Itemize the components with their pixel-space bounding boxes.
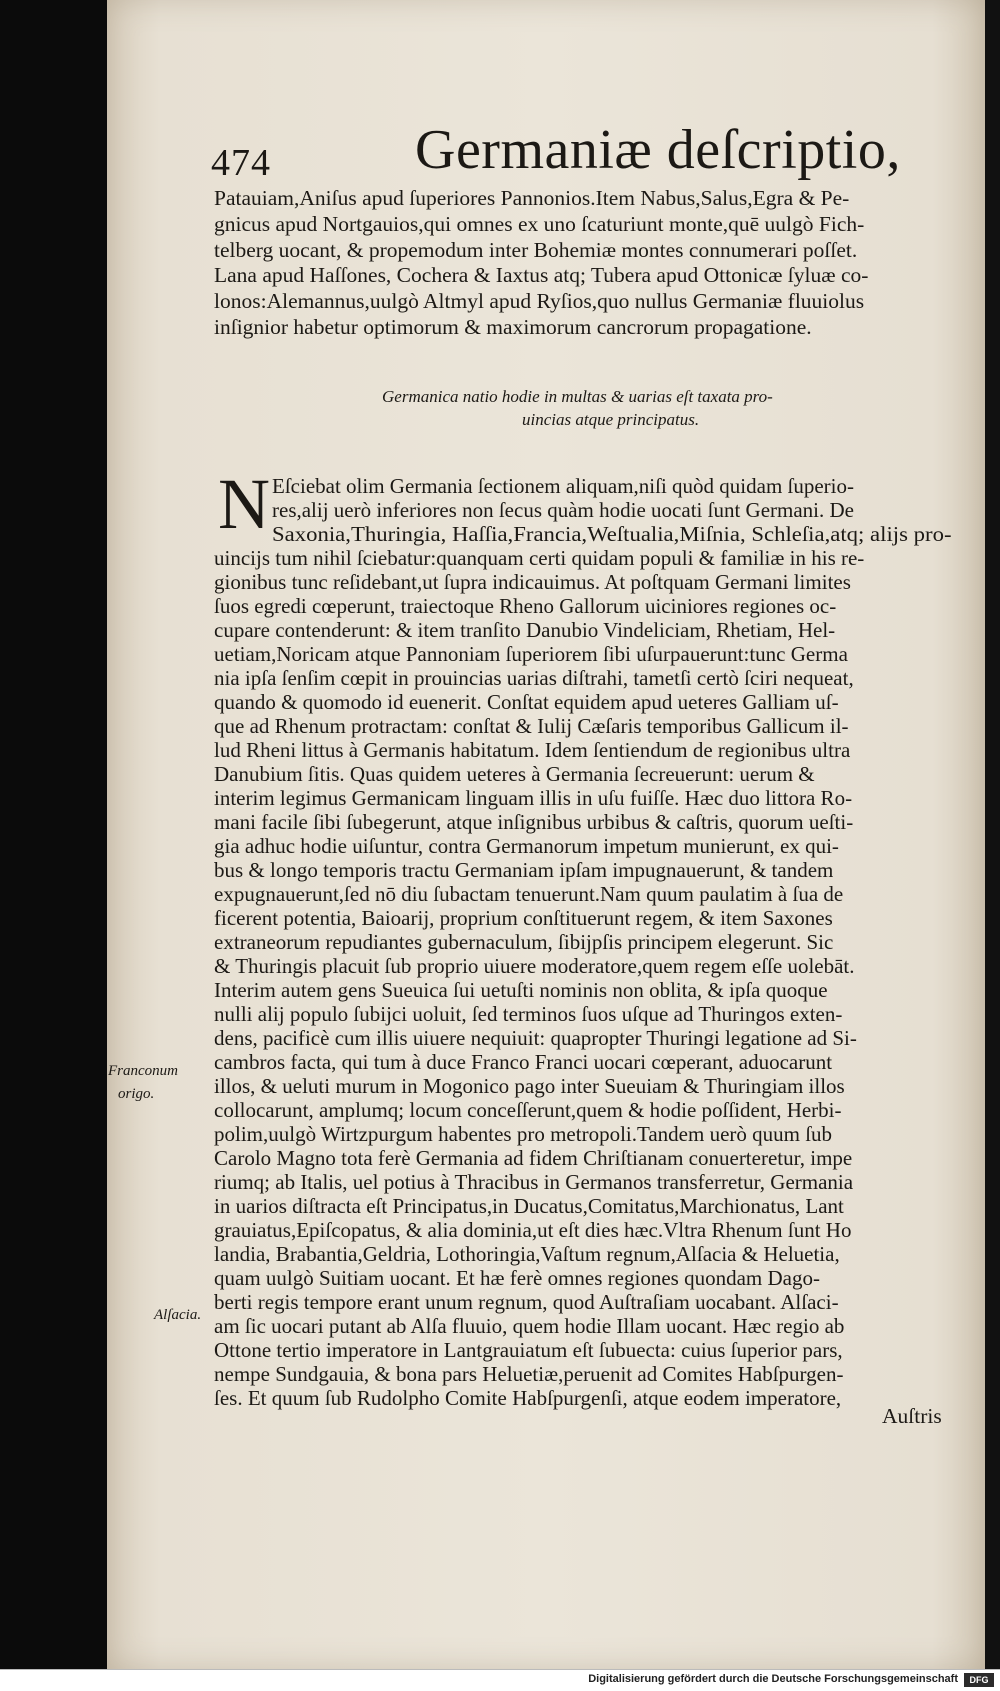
body-line: quam uulgò Suitiam uocant. Et hæ ferè omnes regiones quondam Dago-	[214, 1266, 820, 1290]
body-line: gia adhuc hodie uiſuntur, contra Germanorum impetum munierunt, ex qui-	[214, 834, 839, 858]
margin-note-franconum: Franconum	[108, 1063, 178, 1079]
body-line: Saxonia,Thuringia, Haſſia,Francia,Weſtualia,Miſnia, Schleſia,atq; alijs pro-	[272, 522, 952, 546]
margin-note-alsacia: Alſacia.	[154, 1307, 202, 1323]
body-line: polim,uulgò Wirtzpurgum habentes pro metropoli.Tandem uerò quum ſub	[214, 1122, 833, 1146]
body-line: uincijs tum nihil ſciebatur:quanquam certi quidam populi & familiæ in his re-	[214, 546, 865, 570]
body-line: Ottone tertio imperatore in Lantgrauiatum eſt ſubuecta: cuius ſuperior pars,	[214, 1338, 843, 1362]
body-line: am ſic uocari putant ab Alſa fluuio, quem hodie Illam uocant. Hæc regio ab	[214, 1314, 845, 1338]
body-line: grauiatus,Epiſcopatus, & alia dominia,ut eſt dies hæc.Vltra Rhenum ſunt Ho	[214, 1218, 852, 1242]
running-head: Germaniæ deſcriptio,	[415, 119, 901, 181]
body-line: Interim autem gens Sueuica ſui uetuſti nominis non oblita, & ipſa quoque	[214, 978, 828, 1002]
dfg-logo: DFG	[964, 1673, 994, 1687]
body-line: res,alij uerò inferiores non ſecus quàm hodie uocati ſunt Germani. De	[272, 498, 854, 522]
footer-bar	[0, 1669, 1000, 1691]
margin-note-origo: origo.	[118, 1086, 155, 1102]
text-line: Patauiam,Aniſus apud ſuperiores Pannonios.Item Nabus,Salus,Egra & Pe-	[214, 186, 850, 210]
body-line: ſuos egredi cœperunt, traiectoque Rheno Gallorum uiciniores regiones oc-	[214, 594, 837, 618]
body-line: ficerent potentia, Baioarij, proprium conſtituerunt regem, & item Saxones	[214, 906, 833, 930]
body-line: dens, pacificè cum illis uiuere nequiuit: quapropter Thuringi legatione ad Si-	[214, 1026, 857, 1050]
body-line: quando & quomodo id euenerit. Conſtat equidem apud ueteres Galliam uſ-	[214, 690, 839, 714]
text-line: telberg uocant, & propemodum inter Bohemiæ montes connumerari poſſet.	[214, 238, 858, 262]
body-line: nia ipſa ſenſim cœpit in prouincias uarias diſtrahi, tametſi certò ſciri nequeat,	[214, 666, 854, 690]
section-heading-line: Germanica natio hodie in multas & uarias eſt taxata pro-	[382, 387, 773, 406]
text-line: lonos:Alemannus,uulgò Altmyl apud Ryſios,quo nullus Germaniæ fluuiolus	[214, 289, 865, 313]
body-line: illos, & ueluti murum in Mogonico pago inter Sueuiam & Thuringiam illos	[214, 1074, 845, 1098]
body-line: Eſciebat olim Germania ſectionem aliquam,niſi quòd quidam ſuperio-	[272, 474, 855, 498]
body-line: nulli alij populo ſubijci uoluit, ſed terminos ſuos uſque ad Thuringos exten-	[214, 1002, 843, 1026]
body-line: interim legimus Germanicam linguam illis in uſu fuiſſe. Hæc duo littora Ro-	[214, 786, 853, 810]
body-line: que ad Rhenum protractam: conſtat & Iulij Cæſaris temporibus Gallicum il-	[214, 714, 849, 738]
body-line: mani facile ſibi ſubegerunt, atque inſignibus urbibus & caſtris, quorum ueſti-	[214, 810, 854, 834]
body-line: lud Rheni littus à Germanis habitatum. Idem ſentiendum de regionibus ultra	[214, 738, 851, 762]
body-line: collocarunt, amplumq; locum conceſſerunt,quem & hodie poſſident, Herbi-	[214, 1098, 842, 1122]
body-line: landia, Brabantia,Geldria, Lothoringia,Vaſtum regnum,Alſacia & Heluetia,	[214, 1242, 840, 1266]
body-line: extraneorum repudiantes gubernaculum, ſibijpſis principem elegerunt. Sic	[214, 930, 834, 954]
body-line: cambros facta, qui tum à duce Franco Franci uocari cœperant, aduocarunt	[214, 1050, 833, 1074]
body-line: berti regis tempore erant unum regnum, quod Auſtraſiam uocabant. Alſaci-	[214, 1290, 839, 1314]
page-number: 474	[211, 142, 271, 184]
body-line: & Thuringis placuit ſub proprio uiuere moderatore,quem regem eſſe uolebāt.	[214, 954, 855, 978]
text-line: gnicus apud Nortgauios,qui omnes ex uno ſcaturiunt monte,quē uulgò Fich-	[214, 212, 865, 236]
body-line: cupare contenderunt: & item tranſito Danubio Vindeliciam, Rhetiam, Hel-	[214, 618, 836, 642]
body-line: Danubium ſitis. Quas quidem ueteres à Germania ſecreuerunt: uerum &	[214, 762, 815, 786]
body-line: ſes. Et quum ſub Rudolpho Comite Habſpurgenſi, atque eodem imperatore,	[214, 1386, 842, 1410]
body-line: Carolo Magno tota ferè Germania ad fidem Chriſtianam conuerteretur, impe	[214, 1146, 853, 1170]
catchword: Auſtris	[882, 1404, 942, 1428]
footer-credit: Digitalisierung gefördert durch die Deutsche Forschungsgemeinschaft	[588, 1673, 958, 1685]
text-line: Lana apud Haſſones, Cochera & Iaxtus atq; Tubera apud Ottonicæ ſyluæ co-	[214, 263, 869, 287]
body-line: expugnauerunt,ſed nō diu ſubactam tenuerunt.Nam quum paulatim à ſua de	[214, 882, 844, 906]
body-line: in uarios diſtracta eſt Principatus,in Ducatus,Comitatus,Marchionatus, Lant	[214, 1194, 844, 1218]
section-heading-line: uincias atque principatus.	[522, 410, 700, 429]
body-line: riumq; ab Italis, uel potius à Thracibus in Germanos transferretur, Germania	[214, 1170, 854, 1194]
text-line: inſignior habetur optimorum & maximorum cancrorum propagatione.	[214, 315, 812, 339]
body-line: bus & longo temporis tractu Germaniam ipſam impugnauerunt, & tandem	[214, 858, 834, 882]
body-line: gionibus tunc reſidebant,ut ſupra indicauimus. At poſtquam Germani limites	[214, 570, 851, 594]
body-line: nempe Sundgauia, & bona pars Heluetiæ,peruenit ad Comites Habſpurgen-	[214, 1362, 844, 1386]
dropcap: N	[218, 464, 270, 544]
body-line: uetiam,Noricam atque Pannoniam ſuperiorem ſibi uſurpauerunt:tunc Germa	[214, 642, 848, 666]
